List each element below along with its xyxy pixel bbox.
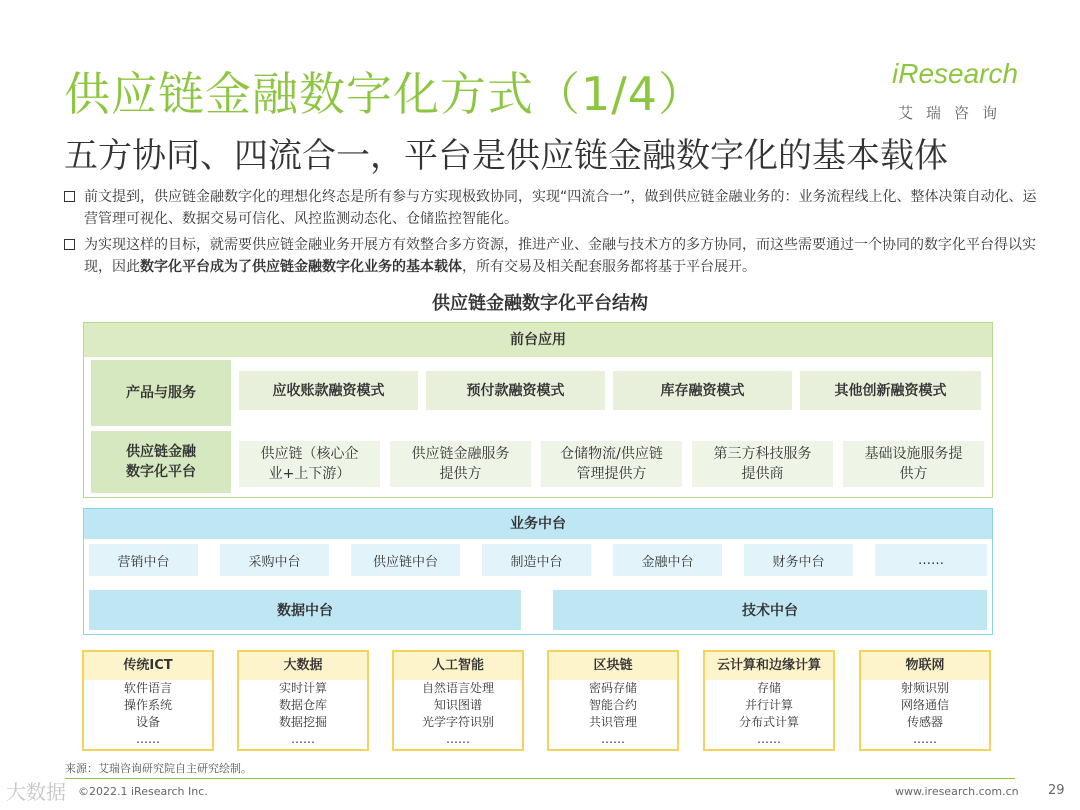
tech-box-item: 知识图谱 [433,698,482,712]
bullet-list [64,186,1044,282]
page-subtitle: 五方协同、四流合一，平台是供应链金融数字化的基本载体 [64,136,948,176]
products-services-label: 产品与服务 [91,360,231,426]
logo-brand-cn: 艾瑞咨询 [898,104,1011,122]
page-title: 供应链金融数字化方式（1/4） [64,67,706,121]
copyright: ©2022.1 iResearch Inc. [78,785,208,798]
watermark: 大数据 [6,780,66,804]
product-item: 其他创新融资模式 [800,371,981,410]
tech-box [547,650,679,751]
tech-box-item: 设备 [135,715,160,729]
participant-line: 仓储物流/供应链 [560,446,663,462]
tech-box-item: 自然语言处理 [421,681,494,695]
tech-box-item: 数据仓库 [278,698,327,712]
tech-box-title: 区块链 [549,652,677,680]
tech-box [859,650,991,751]
bullet-text: 前文提到，供应链金融数字化的理想化终态是所有参与方实现极致协同，实现“四流合一”，做到供应链金融业务的：业务流程线上化、整体决策自动化、运营管理可视化、数据交易可信化、风控监测动态化、仓储监控智能化。 [84,189,1037,227]
tech-box-item: 共识管理 [588,715,637,729]
tech-box-title: 云计算和边缘计算 [705,652,833,680]
logo-brand: iResearch [892,58,1019,89]
tech-box-title: 大数据 [239,652,367,680]
platform-participant [239,441,380,487]
front-application-header: 前台应用 [84,323,992,357]
tech-box-title: 物联网 [861,652,989,680]
tech-box-item: …… [446,732,470,746]
page-number: 29 [1048,783,1065,798]
tech-box-item: …… [913,732,937,746]
middle-platform-item: 供应链中台 [351,544,460,576]
business-middle-platform-header: 业务中台 [84,509,992,539]
middle-platform-item: 财务中台 [744,544,853,576]
participant-line: 第三方科技服务 [713,446,812,462]
tech-box-item: 分布式计算 [738,715,799,729]
participant-line: 基础设施服务提 [864,446,963,462]
platform-label [91,431,231,493]
business-middle-platform-section [83,508,993,635]
platform-participant [692,441,833,487]
participant-line: 供方 [899,466,928,482]
tech-box-item: …… [136,732,160,746]
participant-line: 供应链（核心企 [260,446,359,462]
tech-box-item: …… [601,732,625,746]
square-bullet-icon [64,191,75,202]
tech-box-item: 传感器 [906,715,943,729]
participant-line: 供应链金融服务 [411,446,510,462]
tech-box-title: 传统ICT [84,652,212,680]
tech-middle-platform: 技术中台 [553,590,987,630]
footer-divider [65,778,1015,779]
participant-line: 业+上下游） [268,466,351,482]
tech-box-item: 网络通信 [900,698,949,712]
tech-box-item: 存储 [756,681,781,695]
participant-line: 提供商 [741,466,784,482]
bullet-bold-text: 数字化平台成为了供应链金融数字化业务的基本载体 [140,259,462,275]
tech-box-item: 智能合约 [588,698,637,712]
tech-box [237,650,369,751]
tech-box [392,650,524,751]
iresearch-logo [892,58,1032,128]
participant-line: 管理提供方 [576,466,647,482]
tech-box-item: 软件语言 [123,681,172,695]
platform-participant [390,441,531,487]
diagram-title: 供应链金融数字化平台结构 [432,293,648,314]
product-item: 应收账款融资模式 [239,371,418,410]
middle-platform-item: 采购中台 [220,544,329,576]
tech-box-item: 并行计算 [744,698,793,712]
front-application-section [83,322,993,498]
tech-box-item: 操作系统 [123,698,172,712]
tech-box-item: …… [757,732,781,746]
platform-label-line: 供应链金融 [126,444,196,460]
product-item: 库存融资模式 [613,371,792,410]
bullet-item [64,186,1044,230]
tech-box-item: 实时计算 [278,681,327,695]
bullet-text: 为实现这样的目标，就需要供应链金融业务开展方有效整合多方资源，推进产业、金融与技术方的多方协同，而这些需要通过一个协同的数字化平台得以实现，因此 [84,237,1036,275]
tech-box-item: 光学字符识别 [421,715,494,729]
source-note: 来源：艾瑞咨询研究院自主研究绘制。 [65,762,252,775]
platform-participant [843,441,984,487]
tech-box-item: 射频识别 [900,681,949,695]
middle-platform-item: 制造中台 [482,544,591,576]
tech-box-item: 密码存储 [588,681,637,695]
tech-box [703,650,835,751]
middle-platform-item: …… [875,544,987,576]
tech-box [82,650,214,751]
platform-label-line: 数字化平台 [126,464,196,480]
tech-box-title: 人工智能 [394,652,522,680]
platform-participant [541,441,682,487]
middle-platform-item: 营销中台 [89,544,198,576]
product-item: 预付款融资模式 [426,371,605,410]
square-bullet-icon [64,239,75,250]
bullet-item [64,234,1044,278]
data-middle-platform: 数据中台 [89,590,521,630]
middle-platform-item: 金融中台 [613,544,722,576]
participant-line: 提供方 [439,466,482,482]
bullet-text: ，所有交易及相关配套服务都将基于平台展开。 [462,259,756,275]
website-link[interactable]: www.iresearch.com.cn [895,785,1019,798]
tech-box-item: …… [291,732,315,746]
tech-box-item: 数据挖掘 [278,715,327,729]
